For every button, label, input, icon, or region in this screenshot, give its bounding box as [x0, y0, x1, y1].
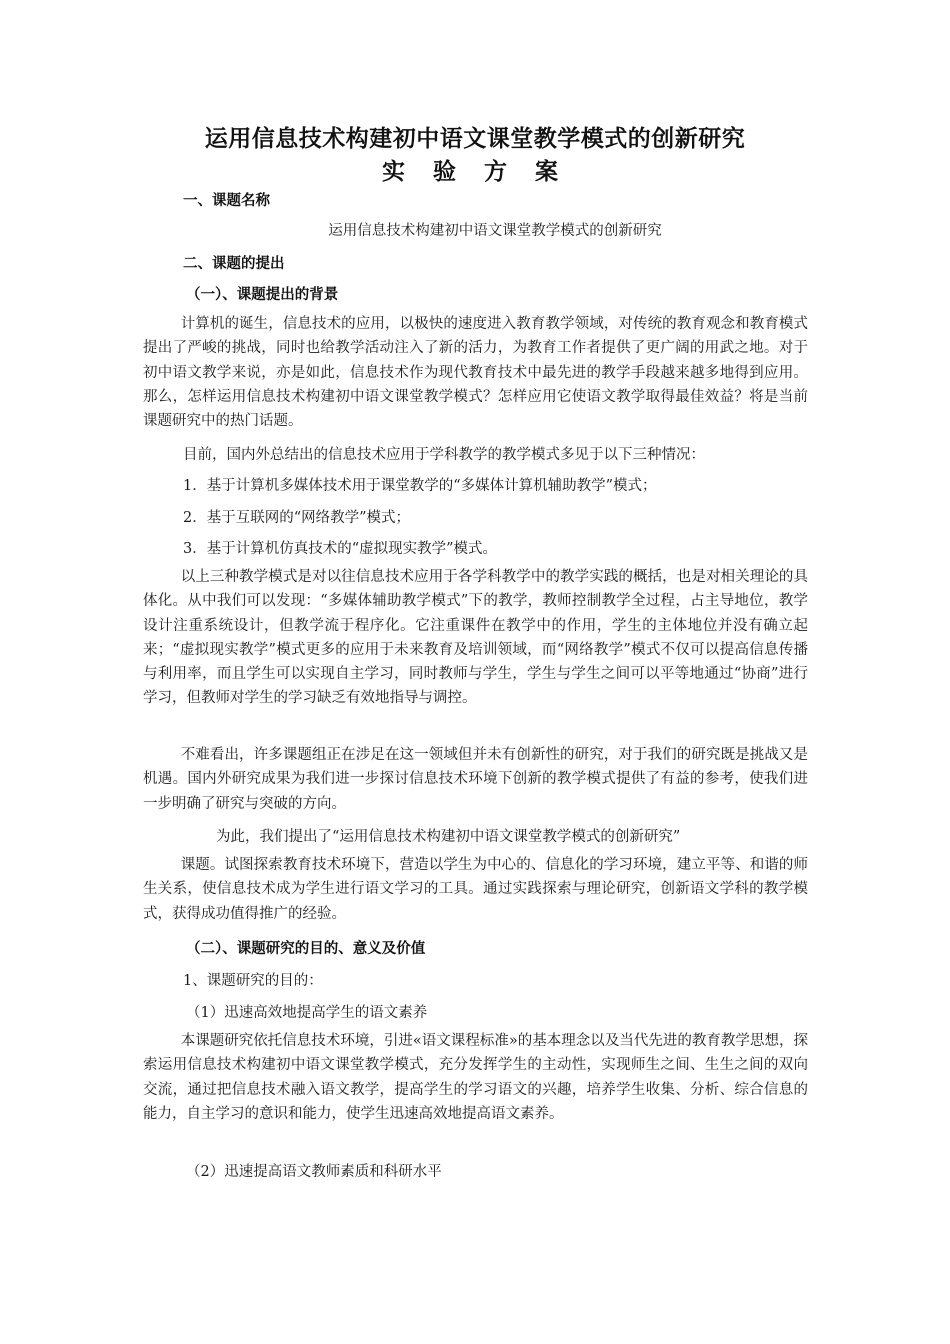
- mode-list-item-2: 2．基于互联网的“网络教学”模式；: [183, 510, 411, 526]
- background-paragraph-5: 为此，我们提出了“运用信息技术构建初中语文课堂教学模式的创新研究”: [216, 829, 681, 845]
- document-subtitle: 实 验 方 案: [381, 159, 569, 185]
- section2-heading: 二、课题的提出: [183, 256, 285, 272]
- purpose-item-1: （1）迅速高效地提高学生的语文素养: [186, 1005, 428, 1021]
- background-paragraph-1: 计算机的诞生，信息技术的应用，以极快的速度进入教育教学领域，对传统的教育观念和教育模式提出了严峻的挑战，同时也给教学活动注入了新的活力，为教育工作者提供了更广阔的用武之地。对于初中语文教学来说，亦是如此，信息技术作为现代教育技术中最先进的教学手段越来越多地得到应用。那么，怎样运用信息技术构建初中语文课堂教学模式？怎样应用它使语文教学取得最佳效益？将是当前课题研究中的热门话题。: [143, 316, 808, 430]
- purpose-heading: （二）、课题研究的目的、意义及价值: [186, 941, 426, 957]
- section1-heading: 一、课题名称: [183, 193, 270, 209]
- document-title: 运用信息技术构建初中语文课堂教学模式的创新研究: [204, 126, 746, 152]
- purpose-label: 1、课题研究的目的：: [183, 973, 323, 989]
- mode-list-item-1: 1．基于计算机多媒体技术用于课堂教学的“多媒体计算机辅助教学”模式；: [183, 478, 657, 494]
- background-paragraph-6: 课题。试图探索教育技术环境下，营造以学生为中心的、信息化的学习环境，建立平等、和谐的师生关系，使信息技术成为学生进行语文学习的工具。通过实践探索与理论研究，创新语文学科的教学模式，获得成功值得推广的经验。: [143, 857, 808, 922]
- background-heading: （一）、课题提出的背景: [186, 287, 339, 303]
- background-paragraph-4: 不难看出，许多课题组正在涉足在这一领域但并未有创新性的研究，对于我们的研究既是挑战又是机遇。国内外研究成果为我们进一步探讨信息技术环境下创新的教学模式提供了有益的参考，使我们进一步明确了研究与突破的方向。: [143, 747, 808, 812]
- purpose-paragraph-1: 本课题研究依托信息技术环境，引进«语文课程标准»的基本理念以及当代先进的教育教学思想，探索运用信息技术构建初中语文课堂教学模式，充分发挥学生的主动性，实现师生之间、生生之间的双向交流，通过把信息技术融入语文教学，提高学生的学习语文的兴趣，培养学生收集、分析、综合信息的能力，自主学习的意识和能力，使学生迅速高效地提高语文素养。: [143, 1033, 808, 1122]
- mode-list-item-3: 3．基于计算机仿真技术的“虚拟现实教学”模式。: [183, 541, 498, 557]
- topic-name: 运用信息技术构建初中语文课堂教学模式的创新研究: [328, 223, 662, 239]
- background-paragraph-2: 目前，国内外总结出的信息技术应用于学科教学的教学模式多见于以下三种情况：: [183, 447, 705, 463]
- background-paragraph-3: 以上三种教学模式是对以往信息技术应用于各学科教学中的教学实践的概括，也是对相关理论的具体化。从中我们可以发现：“多媒体辅助教学模式”下的教学，教师控制教学全过程，占主导地位，教学设计注重系统设计，但教学流于程序化。它注重课件在教学中的作用，学生的主体地位并没有确立起来；“虚拟现实教学”模式更多的应用于未来教育及培训领域，而“网络教学”模式不仅可以提高信息传播与利用率，而且学生可以实现自主学习，同时教师与学生，学生与学生之间可以平等地通过“协商”进行学习，但教师对学生的学习缺乏有效地指导与调控。: [143, 569, 808, 707]
- purpose-item-2: （2）迅速提高语文教师素质和科研水平: [186, 1164, 442, 1180]
